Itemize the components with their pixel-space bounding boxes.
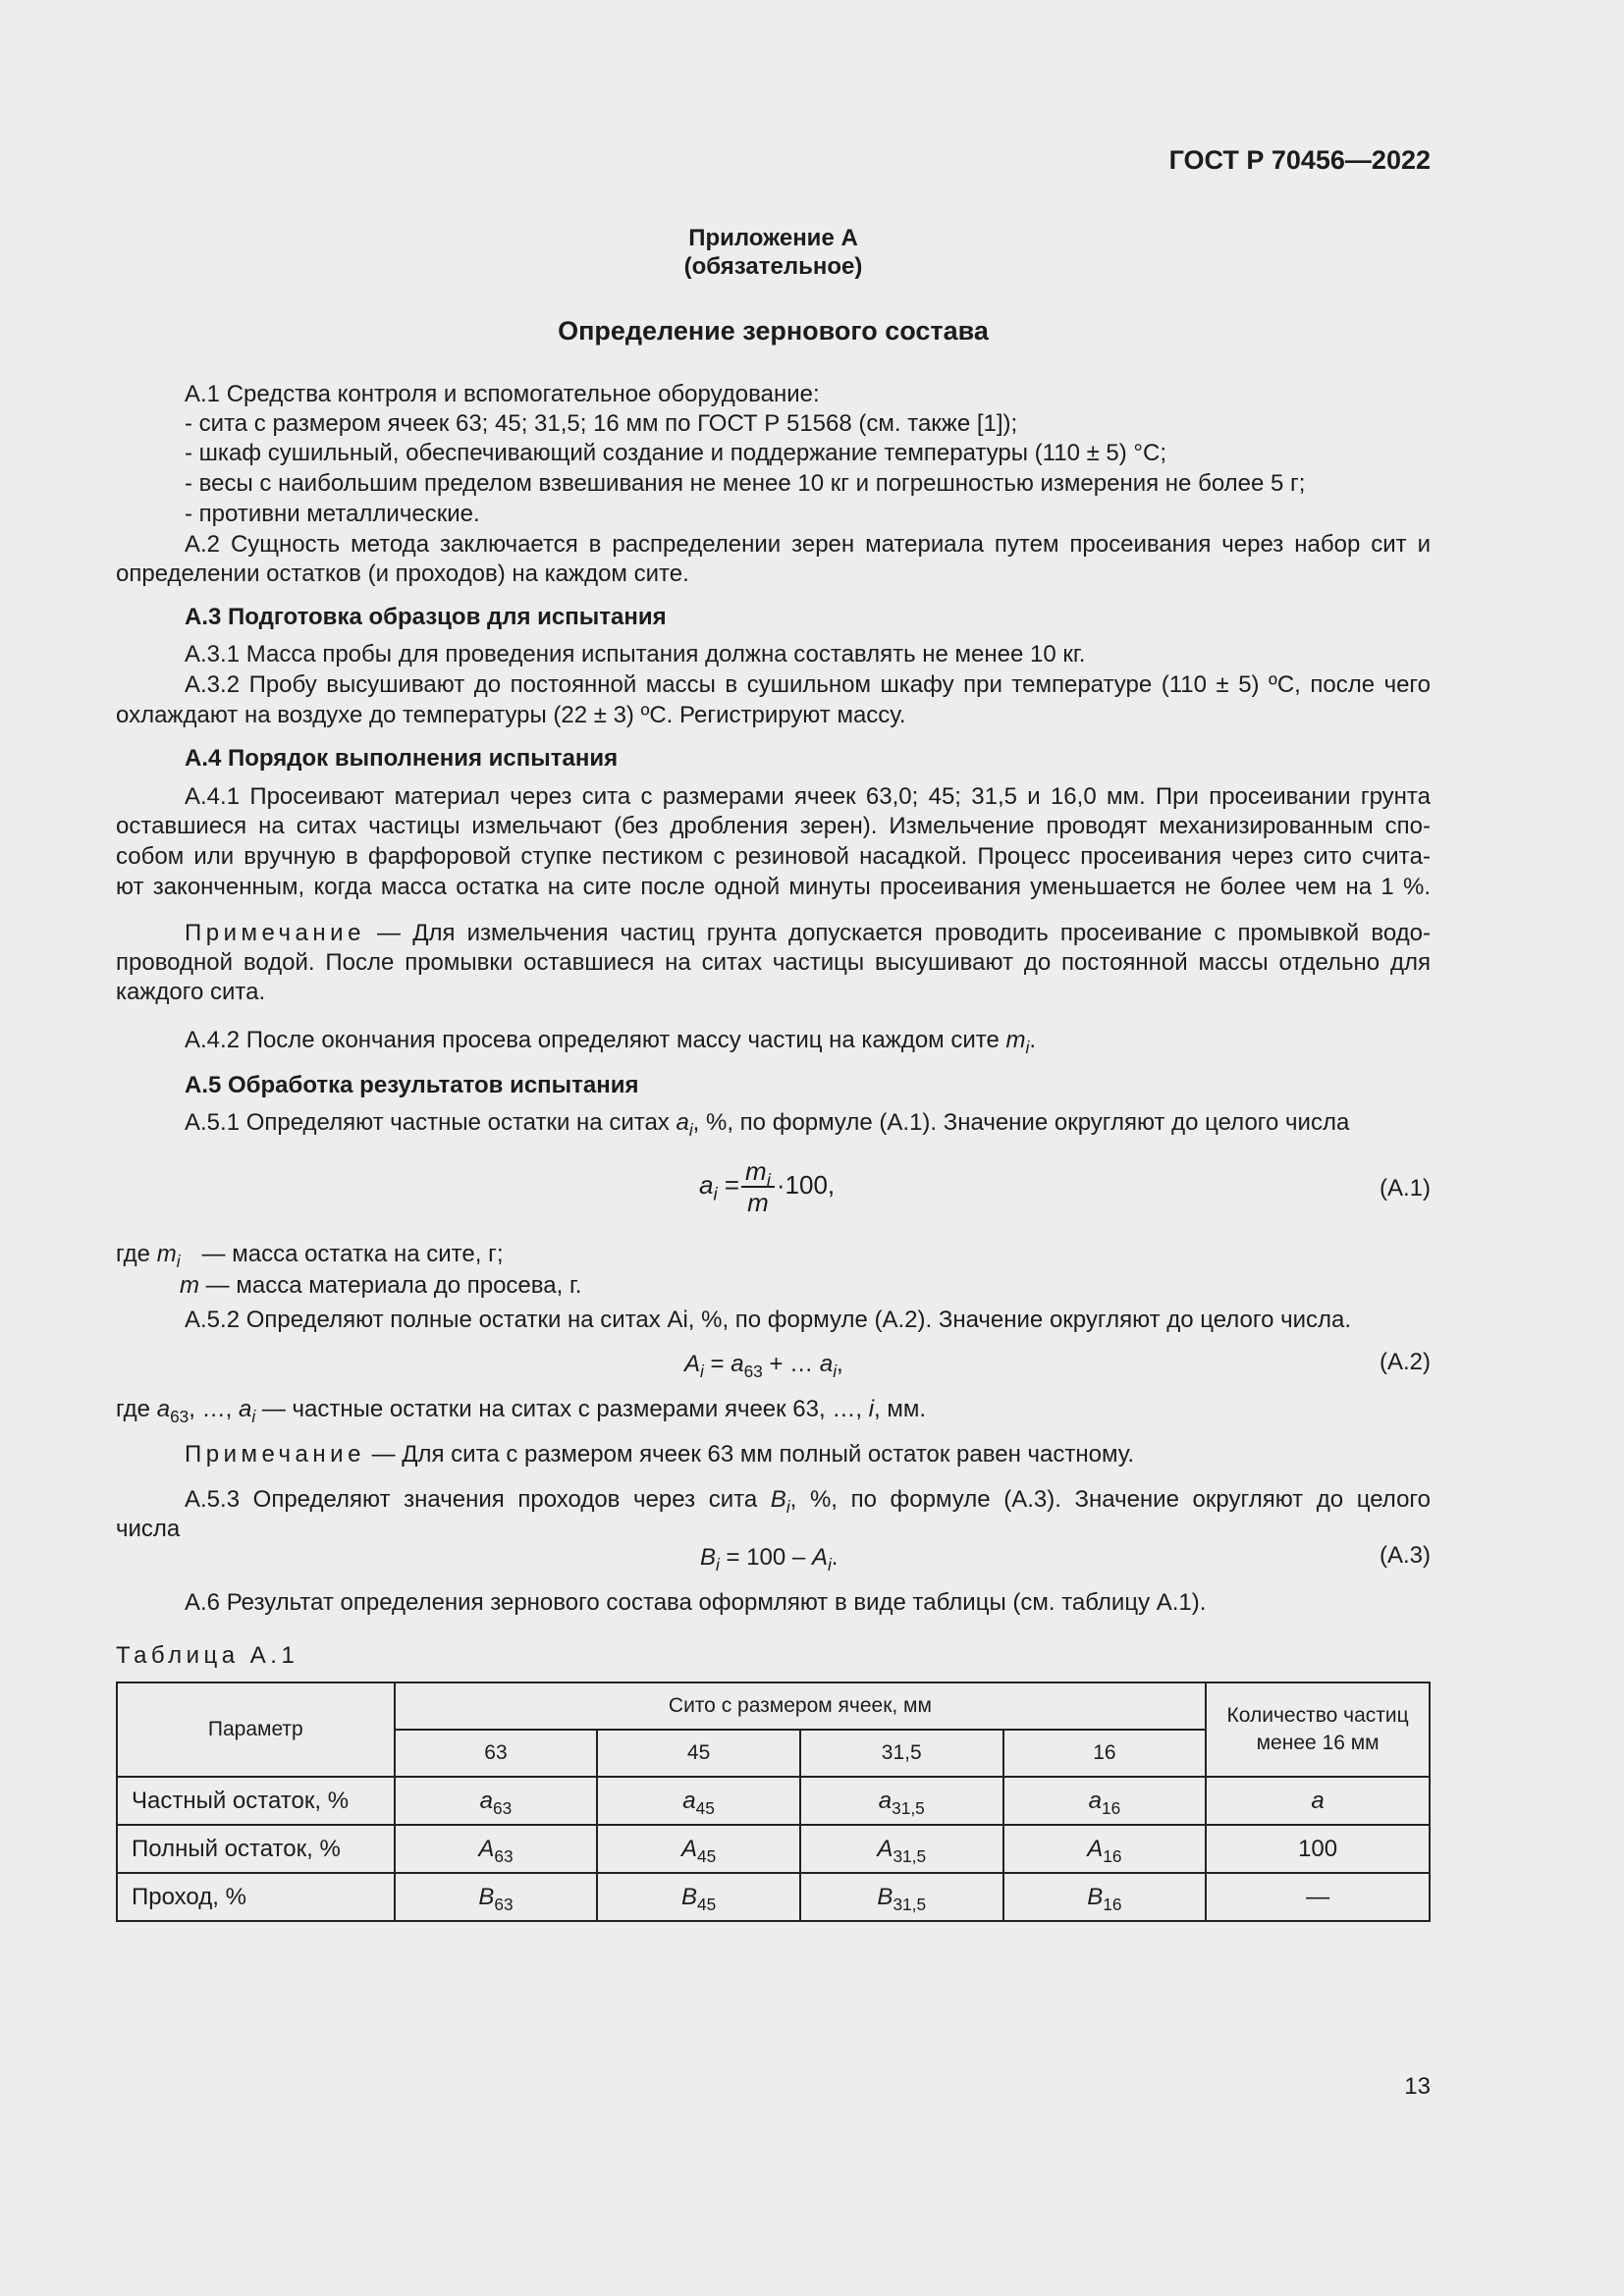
a5-note (185, 1439, 1134, 1470)
where2-label: где (116, 1396, 151, 1422)
standard-code: ГОСТ Р 70456—2022 (1168, 145, 1431, 175)
where2-tail: , мм. (874, 1396, 927, 1422)
a4-2-text: А.4.2 После окончания просева определяют массу частиц на каждом сите (185, 1027, 1006, 1053)
a4-note-line-2: проводной водой. После промывки оставшиеся на ситах частицы высушивают до постоянной массы отдельно для (116, 949, 1431, 976)
a1-intro: А.1 Средства контроля и вспомогательное оборудование: (185, 381, 820, 407)
row-label: Частный остаток, % (117, 1777, 395, 1825)
a5-heading: А.5 Обработка результатов испытания (185, 1072, 639, 1098)
a6: А.6 Результат определения зернового состава оформляют в виде таблицы (см. таблицу А.1). (185, 1589, 1207, 1616)
a5-3-line-2: числа (116, 1516, 181, 1542)
results-table (116, 1682, 1431, 1922)
symbol-mi: $m_i$ (1005, 1027, 1030, 1058)
formula-a2: $A_i = a_{63}$ + … $a_i$, (684, 1351, 843, 1382)
a5-3-line-1: А.5.3 Определяют значения проходов через сита $B_i$, %, по формуле (А.3). Значение округляют до целого (185, 1486, 1431, 1518)
a4-1-line-2: оставшиеся на ситах частицы измельчают (без дробления зерен). Измельчение проводят механизированным спо- (116, 813, 1431, 839)
table-cell: 100 (1206, 1825, 1430, 1873)
appendix-title (0, 224, 1546, 281)
table-cell: $a_{45}$ (597, 1777, 800, 1825)
formula-a1-value: 100, (785, 1169, 836, 1200)
where-m: m — масса материала до просева, г. (180, 1272, 582, 1299)
table-cell: $A_{45}$ (597, 1825, 800, 1873)
a4-heading: А.4 Порядок выполнения испытания (185, 745, 619, 772)
a2-line-1: А.2 Сущность метода заключается в распределении зерен материала путем просеивания через набор сит и (185, 531, 1431, 558)
row-label: Полный остаток, % (117, 1825, 395, 1873)
table-cell: $B_{16}$ (1003, 1873, 1207, 1921)
a1-item-scales: - весы с наибольшим пределом взвешивания не менее 10 кг и погрешностью измерения не более 5 г; (185, 470, 1306, 497)
a5-1 (185, 1107, 1349, 1139)
a4-1-line-1: А.4.1 Просеивают материал через сита с размерами ячеек 63,0; 45; 31,5 и 16,0 мм. При просеивании грунта (185, 783, 1431, 810)
a4-2: А.4.2 После окончания просева определяют массу частиц на каждом сите $m_i$. (185, 1027, 1037, 1058)
header-quantity-line-1: Количество частиц (1226, 1704, 1409, 1727)
row-label: Проход, % (117, 1873, 395, 1921)
a4-1-line-3: собом или вручную в фарфоровой ступке пестиком с резиновой насадкой. Процесс просеивания через сито считa- (116, 843, 1431, 870)
where-label: где (116, 1241, 151, 1267)
table-header-row (117, 1682, 1430, 1730)
a3-1: А.3.1 Масса пробы для проведения испытания должна составлять не менее 10 кг. (185, 641, 1086, 667)
header-parameter: Параметр (117, 1682, 395, 1777)
table-cell: a (1206, 1777, 1430, 1825)
a5-1-text-after: , %, по формуле (А.1). Значение округляют до целого числа (692, 1109, 1350, 1136)
table-cell: $A_{63}$ (395, 1825, 598, 1873)
a4-note-line-3: каждого сита. (116, 979, 266, 1005)
formula-a3-mid: = 100 – (719, 1544, 812, 1571)
a4-note-line-1 (185, 918, 1431, 949)
table-row (117, 1825, 1430, 1873)
a1-item-oven: - шкаф сушильный, обеспечивающий создание и поддержание температуры (110 ± 5) °С; (185, 440, 1167, 466)
note-text: — Для измельчения частиц грунта допускается проводить просеивание с промывкой водо- (364, 920, 1431, 946)
where-mi-text: — масса остатка на сите, г; (201, 1241, 504, 1267)
table-cell: $A_{16}$ (1003, 1825, 1207, 1873)
header-quantity (1206, 1682, 1430, 1777)
table-row (117, 1873, 1430, 1921)
table-row (117, 1777, 1430, 1825)
appendix-label: Приложение А (688, 225, 858, 251)
header-size-31-5: 31,5 (800, 1730, 1003, 1777)
table-cell: $a_{31,5}$ (800, 1777, 1003, 1825)
header-quantity-line-2: менее 16 мм (1256, 1732, 1380, 1754)
a3-heading: А.3 Подготовка образцов для испытания (185, 604, 667, 630)
header-size-63: 63 (395, 1730, 598, 1777)
fraction: $\frac{m_i}{m}$ (741, 1156, 775, 1217)
page-number: 13 (1404, 2073, 1431, 2100)
a2-line-2: определении остатков (и проходов) на каждом сите. (116, 561, 689, 587)
where-a: где $a_{63}$, …, $a_i$ — частные остатки на ситах с размерами ячеек 63, …, i, мм. (116, 1396, 927, 1427)
table-cell: $a_{16}$ (1003, 1777, 1207, 1825)
table-cell: $B_{31,5}$ (800, 1873, 1003, 1921)
table-cell: $A_{31,5}$ (800, 1825, 1003, 1873)
a4-1-line-4: ют законченным, когда масса остатка на сите после одной минуты просеивания уменьшается не более чем на 1 %. (116, 874, 1431, 900)
header-sieve: Сито с размером ячеек, мм (395, 1682, 1207, 1730)
note-label: Примечание (185, 920, 365, 946)
symbol-ai: $a_i$ (676, 1109, 693, 1141)
formula-a3: $B_i = 100 - A_i$. (700, 1544, 839, 1575)
note2-label: Примечание (185, 1441, 365, 1468)
section-title: Определение зернового состава (558, 316, 989, 346)
a5-1-text-before: А.5.1 Определяют частные остатки на ситах (185, 1109, 677, 1136)
a3-2-line-1: А.3.2 Пробу высушивают до постоянной массы в сушильном шкафу при температуре (110 ± 5) ºС, после чего (185, 671, 1431, 698)
a5-3-after: , %, по формуле (А.3). Значение округляют до целого (789, 1486, 1431, 1513)
formula-a1: $a_i$ = $\frac{m_i}{m}$ ·100, (699, 1156, 836, 1217)
a1-item-trays: - противни металлические. (185, 501, 480, 527)
a1-item-sieves: - сита с размером ячеек 63; 45; 31,5; 16 мм по ГОСТ Р 51568 (см. также [1]); (185, 410, 1018, 437)
table-cell: $B_{63}$ (395, 1873, 598, 1921)
formula-a3-number: (А.3) (1379, 1542, 1431, 1569)
where-m-text: — масса материала до просева, г. (205, 1272, 582, 1299)
formula-a2-mid: + … (762, 1351, 820, 1377)
a5-2: А.5.2 Определяют полные остатки на ситах Аi, %, по формуле (А.2). Значение округляют до целого числа. (185, 1307, 1352, 1333)
table-cell: $a_{63}$ (395, 1777, 598, 1825)
a3-2-line-2: охлаждают на воздухе до температуры (22 ± 3) ºС. Регистрируют массу. (116, 702, 906, 728)
header-size-16: 16 (1003, 1730, 1207, 1777)
appendix-status: (обязательное) (683, 253, 863, 280)
table-cell: — (1206, 1873, 1430, 1921)
where2-text: — частные остатки на ситах с размерами ячеек 63, …, (261, 1396, 869, 1422)
note2-text: — Для сита с размером ячеек 63 мм полный остаток равен частному. (364, 1441, 1134, 1468)
header-size-45: 45 (597, 1730, 800, 1777)
formula-a2-number: (А.2) (1379, 1349, 1431, 1375)
a5-3-before: А.5.3 Определяют значения проходов через сита (185, 1486, 771, 1513)
formula-a1-number: (А.1) (1379, 1175, 1431, 1201)
where-mi: где $m_i$ — масса остатка на сите, г; (116, 1241, 504, 1272)
table-caption: Таблица А.1 (116, 1642, 299, 1669)
table-cell: $B_{45}$ (597, 1873, 800, 1921)
